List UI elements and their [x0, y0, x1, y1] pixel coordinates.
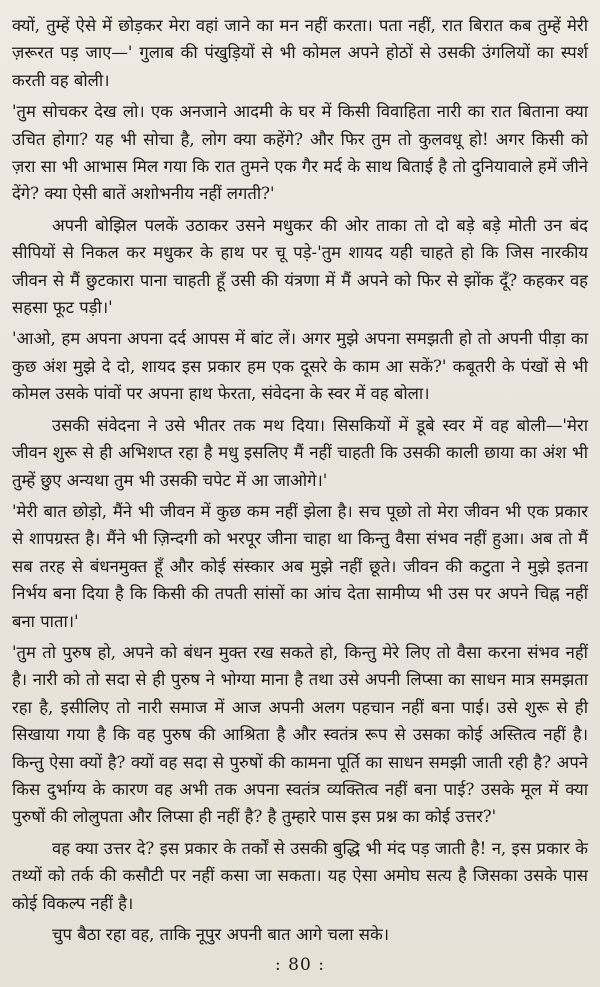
paragraph-4: 'आओ, हम अपना अपना दर्द आपस में बांट लें। अगर मुझे अपना समझती हो तो अपनी पीड़ा का कुछ अंश मुझे दे दो, शायद इस प्रकार हम एक दूसरे के काम आ सकें?' कबूतरी के पंखों से भी कोमल उसके पांवों पर अपना हाथ फेरता, संवेदना के स्वर में वह बोला। [12, 329, 588, 404]
paragraph-3: अपनी बोझिल पलकें उठाकर उसने मधुकर की ओर ताका तो दो बड़े बड़े मोती उन बंद सीपियों से निकल कर मधुकर के हाथ पर चू पड़े-'तुम शायद यही चाहते हो कि जिस नारकीय जीवन से मैं छुटकारा पाना चाहती हूँ उसी की यंत्रणा में मैं अपने को फिर से झोंक दूँ? कहकर वह सहसा फूट पड़ी।' [12, 215, 588, 318]
paragraph-9: चुप बैठा रहा वह, ताकि नूपुर अपनी बात आगे चला सके। [52, 925, 390, 944]
paragraph-5: उसकी संवेदना ने उसे भीतर तक मथ दिया। सिसकियों में डूबे स्वर में वह बोली—'मेरा जीवन शुरू से ही अभिशप्त रहा है मधु इसलिए मैं नहीं चाहती कि उसकी काली छाया का अंश भी तुम्हें छुए अन्यथा तुम भी उसकी चपेट में आ जाओगे।' [12, 415, 588, 490]
paragraph-8: वह क्या उत्तर दे? इस प्रकार के तर्कों से उसकी बुद्धि भी मंद पड़ जाती है! न, इस प्रकार के तथ्यों को तर्क की कसौटी पर नहीं कसा जा सकता। यह ऐसा अमोघ सत्य है जिसका उसके पास कोई विकल्प नहीं है। [12, 838, 588, 913]
paragraph-2: 'तुम सोचकर देख लो। एक अनजाने आदमी के घर में किसी विवाहिता नारी का रात बिताना क्या उचित होगा? यह भी सोचा है, लोग क्या कहेंगे? और फिर तुम तो कुलवधू हो! अगर किसी को ज़रा सा भी आभास मिल गया कि रात तुमने एक गैर मर्द के साथ बिताई है तो दुनियावाले हमें जीने देंगे? क्या ऐसी बातें अशोभनीय नहीं लगती?' [12, 102, 588, 204]
page-number: : 80 : [275, 955, 325, 975]
paragraph-7: 'तुम तो पुरुष हो, अपने को बंधन मुक्त रख सकते हो, किन्तु मेरे लिए तो वैसा करना संभव नहीं है। नारी को तो सदा से ही पुरुष ने भोग्या माना है तथा उसे अपनी लिप्सा का साधन मात्र समझता रहा है, इसीलिए तो नारी समाज में आज अपनी अलग पहचान नहीं बना पाई। उसे शुरू से ही सिखाया गया है कि वह पुरुष की आश्रिता है और स्वतंत्र रूप से उसका कोई अस्तित्व नहीं है। किन्तु ऐसा क्यों है? क्यों वह सदा से पुरुषों की कामना पूर्ति का साधन समझी जाती रही है? अपने किस दुर्भाग्य के कारण वह अभी तक अपना स्वतंत्र व्यक्तित्व नहीं बना पाई? उसके मूल में क्या पुरुषों की लोलुपता और लिप्सा ही नहीं है? है तुम्हारे पास इस प्रश्न का कोई उत्तर?' [12, 642, 588, 827]
paragraph-6: 'मेरी बात छोड़ो, मैंने भी जीवन में कुछ कम नहीं झेला है। सच पूछो तो मेरा जीवन भी एक प्रकार से शापग्रस्त है। मैंने भी ज़िन्दगी को भरपूर जीना चाहा था किन्तु वैसा संभव नहीं हुआ। अब तो मैं सब तरह से बंधनमुक्त हूँ और कोई संस्कार अब मुझे नहीं छूते। जीवन की कटुता ने मुझे इतना निर्भय बना दिया है कि किसी की तपती सांसों का आंच देता सामीप्य भी उस पर अपने चिह्न नहीं बना पाता।' [12, 501, 588, 631]
paragraph-1: क्यों, तुम्हें ऐसे में छोड़कर मेरा वहां जाने का मन नहीं करता। पता नहीं, रात बिरात कब तुम्हें मेरी ज़रूरत पड़ जाए—' गुलाब की पंखुड़ियों से भी कोमल अपने होठों से उसकी उंगलियों का स्पर्श करती वह बोली। [12, 16, 588, 90]
page-body [12, 12, 588, 952]
